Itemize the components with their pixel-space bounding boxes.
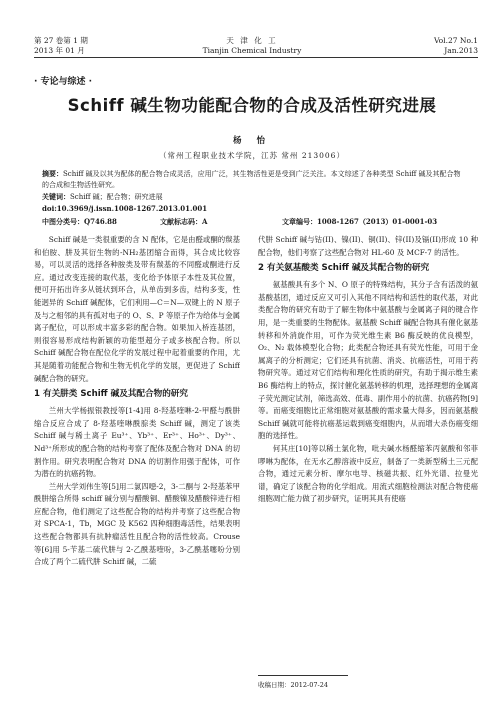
section-tag: · 专论与综述 · bbox=[34, 77, 93, 87]
footnote-rule bbox=[258, 675, 348, 676]
article-author: 杨 怡 bbox=[233, 136, 271, 146]
section-heading-1: 1 有关肼类 Schiff 碱及其配合物的研究 bbox=[34, 389, 188, 400]
article-affiliation: （常州工程职业技术学院，江苏 常州 213006） bbox=[159, 151, 345, 160]
journal-date: 2013 年 01 月 bbox=[34, 46, 85, 55]
section-heading-2: 2 有关氨基酸类 Schiff 碱及其配合物的研究 bbox=[258, 263, 430, 274]
article-number bbox=[282, 216, 437, 227]
doc-code-value: A bbox=[202, 217, 208, 226]
doc-code-label: 文献标志码： bbox=[160, 217, 202, 226]
journal-name: 天 津 化 工 bbox=[226, 36, 278, 45]
keywords bbox=[42, 191, 462, 203]
abstract bbox=[42, 168, 462, 191]
article-number-value: 1008-1267（2013）01-0001-03 bbox=[317, 217, 438, 226]
paragraph-1: 兰州大学杨振银教授等[1-4]用 8-羟基喹啉-2-甲醛与酰肼缩合反应合成了 8-羟基喹啉酰腙类 Schiff 碱，测定了该类 Schiff 碱与稀土离子 Eu³⁺、Yb³⁺、Er³⁺、Ho³⁺、Dy³⁺、Nd³⁺所形成的配合物的结构考察了配体及配合物对 DNA 的切割作用。研究表明配合物对 DNA 的切割作用强于配体，可作为潜在的抗癌药物。 bbox=[34, 406, 240, 479]
right-column bbox=[258, 234, 478, 646]
clc-label: 中图分类号： bbox=[42, 217, 84, 226]
keywords-text: Schiff 碱；配合物；研究进展 bbox=[70, 193, 163, 201]
journal-date-en: Jan.2013 bbox=[444, 46, 478, 55]
paragraph-2: 兰州大学刘伟生等[5]用二氯四噁-2，3-二酮与 2-羟基苯甲酰肼缩合所得 schiff 碱分别与醋酸铜、醋酸镍及醋酸锌进行相应配合物，他们测定了这些配合物的结构并考察了这些配合物对 SPCA-1，Tb，MGC 及 K562 四种细胞毒活性，结果表明这些配合物都具有抗肿瘤活性且配合物的活性较高。Crouse 等[6]用 5-苄基二硫代肼与 2-乙酰基喹吩，3-乙酰基噻吩分别合成了两个二硫代肼 Schiff 碱，二硫 bbox=[34, 481, 240, 567]
paragraph-3: 氨基酸具有多个 N、O 原子的特殊结构，其分子含有活泼的氨基酸基团，通过反应又可引入其他不同结构和活性的取代基，对此类配合物的研究有助于了解生物体中氨基酸与金属离子间的键合作用，是一类重要的生物配体。氨基酸 Schiff 碱配合物具有催化氨基转移和外消旋作用，可作为荧光维生素 B6 酶反映的优良模型，O₂、N₂ 载体模型化合物；此类配合物还具有荧光性能，可用于金属离子的分析测定；它们还具有抗菌、消炎、抗癌活性，可用于药物研究等。通过对它们结构和理化性质的研究，有助于揭示维生素 B6 酶结构上的特点，探讨催化氨基转移的机理，选择理想的金属离子荧光测定试剂，筛选高效、低毒、副作用小的抗菌、抗癌药物[9]等。而癌变细胞比正常细胞对氨基酸的需求量大得多，因而氨基酸 Schiff 碱就可能将抗癌基运载到癌变细胞内，从而增大杀伤癌变细胞的选择性。 bbox=[258, 280, 478, 441]
journal-volume: 第 27 卷第 1 期 bbox=[34, 36, 88, 45]
received-date: 收稿日期：2012-07-24 bbox=[258, 681, 328, 689]
article-number-label: 文章编号： bbox=[282, 217, 317, 226]
left-column bbox=[34, 234, 240, 700]
keywords-label: 关键词： bbox=[42, 192, 70, 201]
abstract-label: 摘要： bbox=[42, 169, 63, 178]
doi: doi:10.3969/j.issn.1008-1267.2013.01.001 bbox=[42, 204, 208, 213]
clc-value: Q746.88 bbox=[84, 217, 117, 226]
classification-line bbox=[42, 216, 462, 227]
intro-paragraph: Schiff 碱是一类很重要的含 N 配体，它是由醛或酮的羰基和伯胺、肼及其衍生物的-NH₂基团缩合而得，其合成比较容易，可以灵活的选择各种胺类及带有羰基的不同醛或酮进行反应。通过改变连接的取代基，变化给予体原子本性及其位置，便可开拓出许多从链状到环合，从单齿到多齿，结构多变，性能迥异的 Schiff 碱配体，它们利用—C＝N—双键上的 N 原子及与之相邻的具有孤对电子的 O、S、P 等原子作为给体与金属离子配位，可以形成丰富多彩的配合物。如果加入桥连基团，则很容易形成结构新颖的功能型超分子或多核配合物。所以 Schiff 碱配合物在配位化学的发展过程中起着重要的作用，尤其是随着功能配合物和生物无机化学的发展，更促进了 Schiff 碱配合物的研究。 bbox=[34, 235, 240, 383]
header-rule bbox=[34, 57, 478, 58]
article-title: Schiff 碱生物功能配合物的合成及活性研究进展 bbox=[67, 96, 437, 115]
continued-paragraph: 代肼 Schiff 碱与钴(II)、镍(II)、铜(II)、锌(II)及镉(II)形成 10 种配合物，他们考察了这些配合物对 HL-60 及 MCF-7 的活性。 bbox=[258, 235, 478, 257]
journal-vol-en: Vol.27 No.1 bbox=[433, 36, 478, 45]
abstract-text: Schiff 碱及以其为配体的配合物合成灵活，应用广泛，其生物活性更是受到广泛关注。本文综述了各种类型 Schiff 碱及其配合物的合成和生物活性研究。 bbox=[42, 170, 461, 189]
journal-name-en: Tianjin Chemical Industry bbox=[202, 46, 302, 55]
doc-code bbox=[160, 216, 207, 227]
paragraph-4: 何其庄[10]等以稀土氯化物，吡夫碱水杨醛缩苯丙氨酸和邻菲啰啉为配体，在无水乙醇溶液中反应，制备了一类新型稀土三元配合物，通过元素分析、摩尔电导、核磁共振、红外光谱、拉曼光谱，确定了该配合物的化学组成。用流式细胞检测法对配合物使癌细胞凋亡能力做了初步研究，证明其具有使癌 bbox=[258, 443, 478, 504]
